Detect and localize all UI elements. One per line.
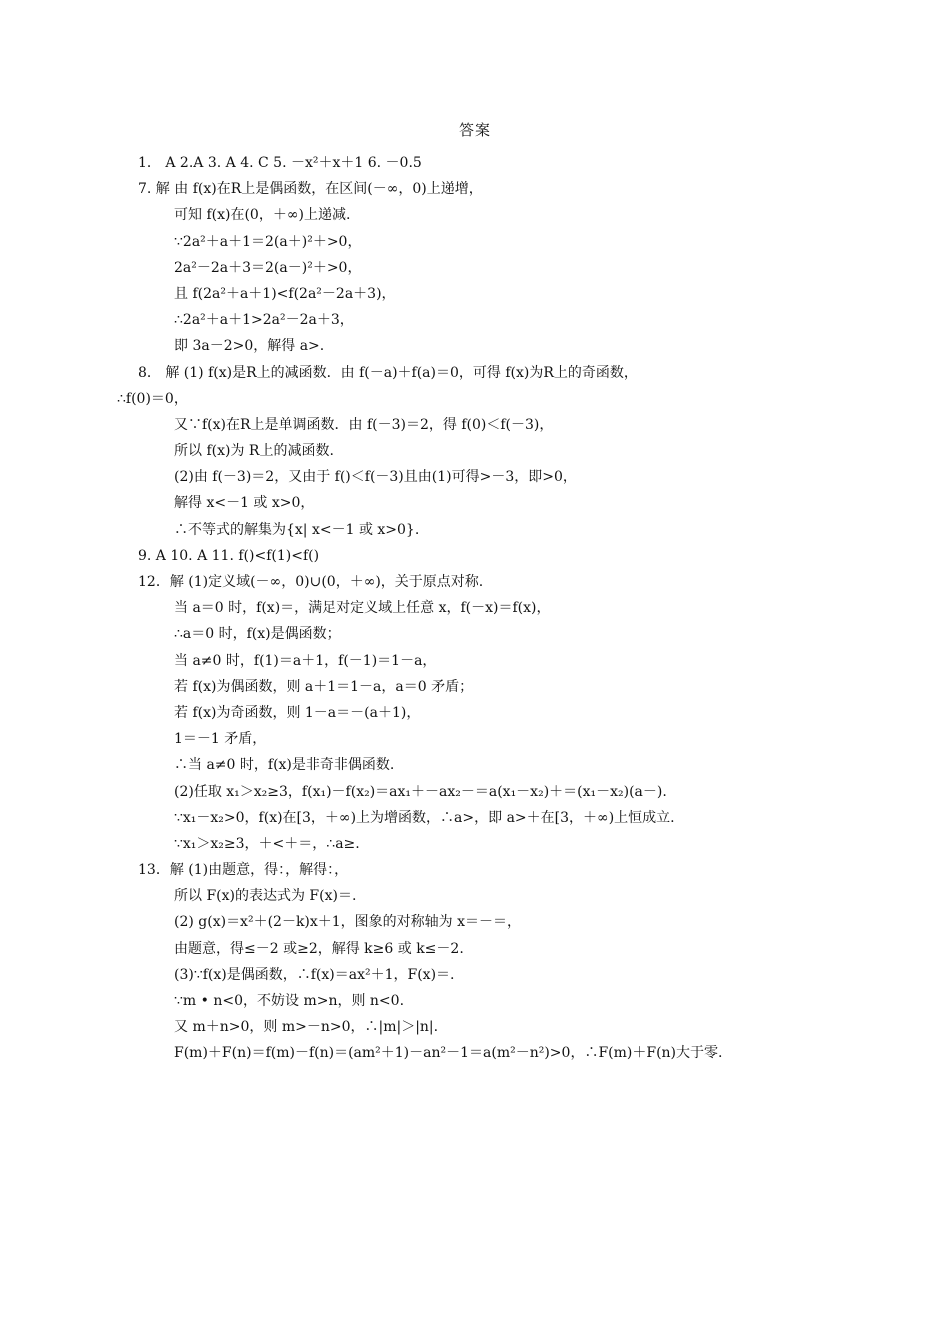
answer-line: (2)由 f(－3)＝2，又由于 f()＜f(－3)且由(1)可得>－3，即>0， <box>174 469 577 486</box>
answer-line: ∴2a²＋a＋1>2a²－2a＋3， <box>174 312 354 329</box>
answer-line: 7. 解 由 f(x)在R上是偶函数，在区间(－∞，0)上递增， <box>138 181 483 198</box>
answer-line: 即 3a－2>0，解得 a>. <box>174 338 325 355</box>
answer-line: ∵2a²＋a＋1＝2(a＋)²＋>0， <box>174 233 362 250</box>
answer-line: ∵m • n<0，不妨设 m>n，则 n<0. <box>174 993 405 1009</box>
answer-line: 当 a＝0 时，f(x)＝，满足对定义域上任意 x，f(－x)＝f(x)， <box>174 600 551 617</box>
answer-line: 且 f(2a²＋a＋1)<f(2a²－2a＋3)， <box>174 285 396 302</box>
answer-line: ∴当 a≠0 时，f(x)是非奇非偶函数. <box>174 757 395 774</box>
answer-line: 可知 f(x)在(0，＋∞)上递减. <box>174 207 351 224</box>
answer-line: (2) g(x)＝x²＋(2－k)x＋1，图象的对称轴为 x＝－＝， <box>174 914 522 931</box>
answer-line: ∵x₁＞x₂≥3，＋<＋＝，∴a≥. <box>174 835 360 852</box>
answer-line: 又∵f(x)在R上是单调函数．由 f(－3)＝2，得 f(0)＜f(－3)， <box>174 416 554 433</box>
answer-line: 8． 解 (1) f(x)是R上的减函数．由 f(－a)＋f(a)＝0，可得 f(x)为R上的奇函数， <box>138 364 638 381</box>
answer-lines <box>0 150 950 1067</box>
answer-line: 由题意，得≤－2 或≥2，解得 k≥6 或 k≤－2. <box>174 940 464 957</box>
answer-line: 13．解 (1)由题意，得：，解得：， <box>138 862 349 879</box>
answer-line: 又 m＋n>0，则 m>－n>0，∴|m|＞|n|. <box>174 1019 439 1036</box>
answer-line: 解得 x<－1 或 x>0， <box>174 495 315 512</box>
answer-line: 若 f(x)为偶函数，则 a＋1＝1－a，a＝0 矛盾； <box>174 678 474 695</box>
answer-line: F(m)＋F(n)＝f(m)－f(n)＝(am²＋1)－an²－1＝a(m²－n²)>0，∴F(m)＋F(n)大于零. <box>174 1045 723 1062</box>
answer-line: 所以 F(x)的表达式为 F(x)＝. <box>174 888 357 905</box>
answer-line: 1． A 2.A 3. A 4. C 5. －x²＋x＋1 6. －0.5 <box>138 155 422 171</box>
answer-line: 当 a≠0 时，f(1)＝a＋1，f(－1)＝1－a， <box>174 652 437 669</box>
answer-line: ∵x₁－x₂>0，f(x)在[3，＋∞)上为增函数，∴a>，即 a>＋在[3，＋∞)上恒成立. <box>174 809 675 826</box>
answer-line: 若 f(x)为奇函数，则 1－a＝－(a＋1)， <box>174 704 421 721</box>
page-title: 答案 <box>458 121 491 139</box>
answer-line: 9. A 10. A 11. f()<f(1)<f() <box>138 547 320 564</box>
answer-line: ∴a＝0 时，f(x)是偶函数； <box>174 626 341 643</box>
answer-line: ∴不等式的解集为{x| x<－1 或 x>0}. <box>174 521 420 538</box>
answer-line: 所以 f(x)为 R上的减函数. <box>174 443 334 460</box>
answer-line: ∴f(0)＝0， <box>117 390 188 407</box>
answer-line: 2a²－2a＋3＝2(a－)²＋>0， <box>174 259 362 276</box>
answer-line: 12．解 (1)定义域(－∞，0)∪(0，＋∞)，关于原点对称. <box>138 574 484 590</box>
answer-line: (3)∵f(x)是偶函数，∴f(x)＝ax²＋1，F(x)＝. <box>174 966 455 983</box>
answer-line: (2)任取 x₁＞x₂≥3，f(x₁)－f(x₂)＝ax₁＋－ax₂－＝a(x₁－x₂)＋＝(x₁－x₂)(a－). <box>174 783 667 800</box>
answer-line: 1＝－1 矛盾， <box>174 731 267 748</box>
